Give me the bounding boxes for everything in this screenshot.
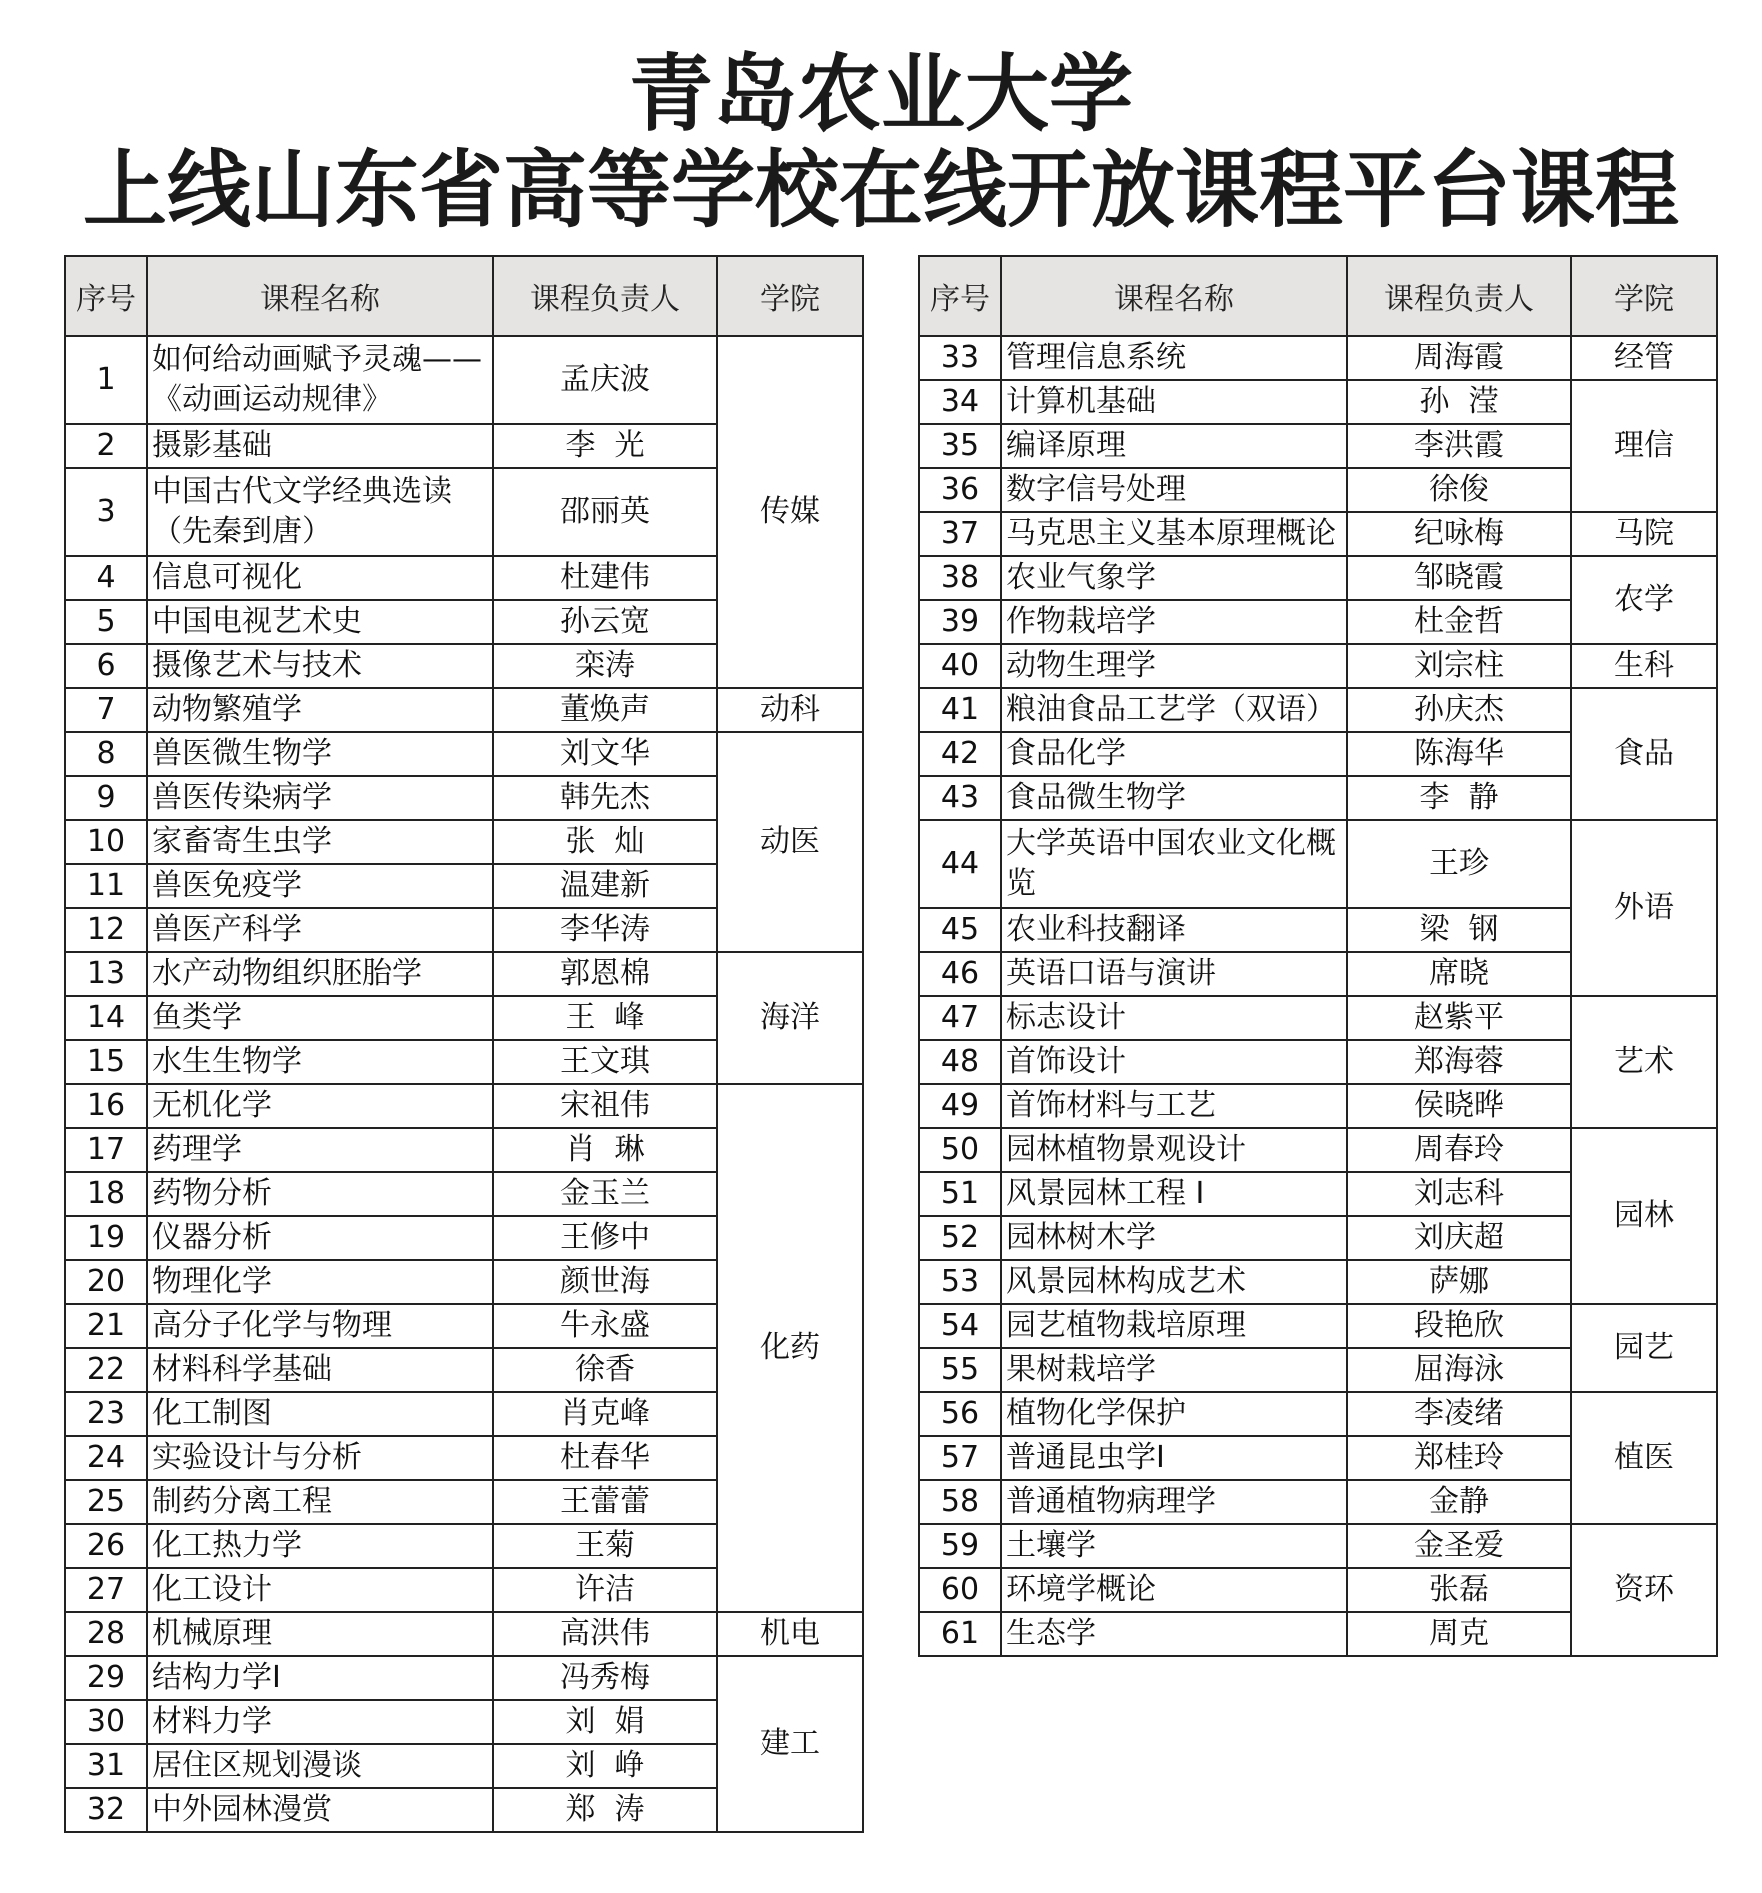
table-row: [919, 512, 1717, 556]
cell-leader: 杜春华: [493, 1436, 717, 1480]
cell-course-name: 首饰设计: [1001, 1040, 1347, 1084]
cell-leader: 郭恩棉: [493, 952, 717, 996]
cell-course-name: 大学英语中国农业文化概览: [1001, 820, 1347, 908]
cell-leader: 栾涛: [493, 644, 717, 688]
cell-seq: 24: [65, 1436, 147, 1480]
cell-seq: 41: [919, 688, 1001, 732]
table-row: [919, 688, 1717, 732]
cell-seq: 5: [65, 600, 147, 644]
cell-course-name: 马克思主义基本原理概论: [1001, 512, 1347, 556]
cell-seq: 34: [919, 380, 1001, 424]
cell-seq: 61: [919, 1612, 1001, 1656]
cell-seq: 42: [919, 732, 1001, 776]
table-row: [919, 1524, 1717, 1568]
cell-leader: 颜世海: [493, 1260, 717, 1304]
cell-seq: 8: [65, 732, 147, 776]
cell-seq: 30: [65, 1700, 147, 1744]
cell-course-name: 农业气象学: [1001, 556, 1347, 600]
cell-course-name: 动物生理学: [1001, 644, 1347, 688]
cell-course-name: 药物分析: [147, 1172, 493, 1216]
cell-leader: 刘 娟: [493, 1700, 717, 1744]
table-row: [65, 336, 863, 424]
cell-seq: 32: [65, 1788, 147, 1832]
cell-college: 食品: [1571, 688, 1717, 820]
cell-leader: 郑海蓉: [1347, 1040, 1571, 1084]
cell-leader: 韩先杰: [493, 776, 717, 820]
cell-college: 传媒: [717, 336, 863, 688]
cell-course-name: 风景园林工程 I: [1001, 1172, 1347, 1216]
cell-course-name: 中国古代文学经典选读（先秦到唐）: [147, 468, 493, 556]
cell-course-name: 首饰材料与工艺: [1001, 1084, 1347, 1128]
cell-college: 化药: [717, 1084, 863, 1612]
cell-course-name: 兽医产科学: [147, 908, 493, 952]
cell-leader: 陈海华: [1347, 732, 1571, 776]
table-row: [919, 996, 1717, 1040]
cell-leader: 宋祖伟: [493, 1084, 717, 1128]
table-row: [65, 952, 863, 996]
cell-course-name: 作物栽培学: [1001, 600, 1347, 644]
cell-seq: 57: [919, 1436, 1001, 1480]
cell-college: 艺术: [1571, 996, 1717, 1128]
cell-course-name: 兽医微生物学: [147, 732, 493, 776]
cell-seq: 2: [65, 424, 147, 468]
table-row: [919, 1392, 1717, 1436]
cell-course-name: 材料科学基础: [147, 1348, 493, 1392]
cell-course-name: 实验设计与分析: [147, 1436, 493, 1480]
cell-leader: 刘志科: [1347, 1172, 1571, 1216]
cell-leader: 金圣爱: [1347, 1524, 1571, 1568]
cell-course-name: 动物繁殖学: [147, 688, 493, 732]
header-seq: 序号: [919, 256, 1001, 336]
cell-course-name: 中国电视艺术史: [147, 600, 493, 644]
cell-seq: 58: [919, 1480, 1001, 1524]
cell-leader: 张磊: [1347, 1568, 1571, 1612]
cell-leader: 段艳欣: [1347, 1304, 1571, 1348]
cell-leader: 王修中: [493, 1216, 717, 1260]
cell-seq: 18: [65, 1172, 147, 1216]
cell-college: 马院: [1571, 512, 1717, 556]
cell-course-name: 计算机基础: [1001, 380, 1347, 424]
cell-course-name: 摄影基础: [147, 424, 493, 468]
table-header-row: [919, 256, 1717, 336]
course-table-left: [64, 255, 864, 1833]
cell-seq: 51: [919, 1172, 1001, 1216]
cell-leader: 周春玲: [1347, 1128, 1571, 1172]
page-subtitle: 上线山东省高等学校在线开放课程平台课程: [82, 140, 1679, 239]
cell-seq: 40: [919, 644, 1001, 688]
cell-course-name: 园林植物景观设计: [1001, 1128, 1347, 1172]
cell-leader: 牛永盛: [493, 1304, 717, 1348]
cell-leader: 李 光: [493, 424, 717, 468]
cell-seq: 19: [65, 1216, 147, 1260]
cell-leader: 邵丽英: [493, 468, 717, 556]
cell-college: 农学: [1571, 556, 1717, 644]
cell-course-name: 数字信号处理: [1001, 468, 1347, 512]
cell-course-name: 环境学概论: [1001, 1568, 1347, 1612]
cell-course-name: 化工制图: [147, 1392, 493, 1436]
cell-leader: 金静: [1347, 1480, 1571, 1524]
cell-leader: 徐香: [493, 1348, 717, 1392]
cell-college: 动医: [717, 732, 863, 952]
cell-seq: 29: [65, 1656, 147, 1700]
cell-seq: 43: [919, 776, 1001, 820]
cell-course-name: 编译原理: [1001, 424, 1347, 468]
cell-course-name: 化工热力学: [147, 1524, 493, 1568]
cell-seq: 37: [919, 512, 1001, 556]
cell-seq: 10: [65, 820, 147, 864]
cell-leader: 郑桂玲: [1347, 1436, 1571, 1480]
cell-seq: 33: [919, 336, 1001, 380]
cell-leader: 李华涛: [493, 908, 717, 952]
cell-seq: 25: [65, 1480, 147, 1524]
cell-course-name: 信息可视化: [147, 556, 493, 600]
cell-seq: 27: [65, 1568, 147, 1612]
cell-leader: 孙庆杰: [1347, 688, 1571, 732]
cell-leader: 徐俊: [1347, 468, 1571, 512]
cell-course-name: 英语口语与演讲: [1001, 952, 1347, 996]
cell-leader: 王珍: [1347, 820, 1571, 908]
cell-leader: 刘宗柱: [1347, 644, 1571, 688]
cell-course-name: 高分子化学与物理: [147, 1304, 493, 1348]
cell-seq: 44: [919, 820, 1001, 908]
cell-course-name: 鱼类学: [147, 996, 493, 1040]
cell-seq: 15: [65, 1040, 147, 1084]
header-leader: 课程负责人: [1347, 256, 1571, 336]
cell-college: 生科: [1571, 644, 1717, 688]
table-row: [919, 380, 1717, 424]
table-body-right: [919, 336, 1717, 1656]
cell-seq: 12: [65, 908, 147, 952]
cell-college: 园艺: [1571, 1304, 1717, 1392]
cell-seq: 56: [919, 1392, 1001, 1436]
cell-course-name: 家畜寄生虫学: [147, 820, 493, 864]
cell-course-name: 果树栽培学: [1001, 1348, 1347, 1392]
cell-leader: 周克: [1347, 1612, 1571, 1656]
header-leader: 课程负责人: [493, 256, 717, 336]
cell-course-name: 机械原理: [147, 1612, 493, 1656]
cell-course-name: 水产动物组织胚胎学: [147, 952, 493, 996]
cell-seq: 45: [919, 908, 1001, 952]
header-course: 课程名称: [147, 256, 493, 336]
cell-leader: 李凌绪: [1347, 1392, 1571, 1436]
cell-leader: 肖 琳: [493, 1128, 717, 1172]
cell-seq: 21: [65, 1304, 147, 1348]
cell-course-name: 兽医免疫学: [147, 864, 493, 908]
cell-leader: 李 静: [1347, 776, 1571, 820]
cell-leader: 杜金哲: [1347, 600, 1571, 644]
cell-seq: 54: [919, 1304, 1001, 1348]
cell-seq: 4: [65, 556, 147, 600]
cell-leader: 李洪霞: [1347, 424, 1571, 468]
cell-course-name: 风景园林构成艺术: [1001, 1260, 1347, 1304]
header-college: 学院: [717, 256, 863, 336]
cell-course-name: 食品微生物学: [1001, 776, 1347, 820]
cell-seq: 6: [65, 644, 147, 688]
cell-seq: 11: [65, 864, 147, 908]
cell-leader: 孙云宽: [493, 600, 717, 644]
cell-course-name: 物理化学: [147, 1260, 493, 1304]
cell-course-name: 园艺植物栽培原理: [1001, 1304, 1347, 1348]
cell-course-name: 制药分离工程: [147, 1480, 493, 1524]
cell-seq: 50: [919, 1128, 1001, 1172]
cell-leader: 董焕声: [493, 688, 717, 732]
cell-seq: 26: [65, 1524, 147, 1568]
header-college: 学院: [1571, 256, 1717, 336]
table-row: [919, 556, 1717, 600]
cell-course-name: 管理信息系统: [1001, 336, 1347, 380]
cell-leader: 王蕾蕾: [493, 1480, 717, 1524]
cell-seq: 60: [919, 1568, 1001, 1612]
cell-course-name: 土壤学: [1001, 1524, 1347, 1568]
cell-college: 外语: [1571, 820, 1717, 996]
cell-leader: 纪咏梅: [1347, 512, 1571, 556]
cell-college: 理信: [1571, 380, 1717, 512]
cell-leader: 温建新: [493, 864, 717, 908]
cell-leader: 许洁: [493, 1568, 717, 1612]
cell-course-name: 普通昆虫学I: [1001, 1436, 1347, 1480]
cell-seq: 16: [65, 1084, 147, 1128]
cell-leader: 王 峰: [493, 996, 717, 1040]
cell-course-name: 生态学: [1001, 1612, 1347, 1656]
cell-seq: 39: [919, 600, 1001, 644]
cell-seq: 22: [65, 1348, 147, 1392]
cell-college: 建工: [717, 1656, 863, 1832]
table-row: [65, 688, 863, 732]
table-row: [65, 1656, 863, 1700]
cell-seq: 38: [919, 556, 1001, 600]
table-row: [65, 732, 863, 776]
header-seq: 序号: [65, 256, 147, 336]
cell-seq: 31: [65, 1744, 147, 1788]
cell-leader: 孟庆波: [493, 336, 717, 424]
cell-leader: 郑 涛: [493, 1788, 717, 1832]
cell-seq: 28: [65, 1612, 147, 1656]
table-body-left: [65, 336, 863, 1832]
cell-leader: 金玉兰: [493, 1172, 717, 1216]
cell-college: 海洋: [717, 952, 863, 1084]
cell-seq: 1: [65, 336, 147, 424]
course-table-right: [918, 255, 1718, 1657]
cell-course-name: 普通植物病理学: [1001, 1480, 1347, 1524]
cell-leader: 杜建伟: [493, 556, 717, 600]
cell-leader: 邹晓霞: [1347, 556, 1571, 600]
table-row: [919, 1128, 1717, 1172]
cell-course-name: 兽医传染病学: [147, 776, 493, 820]
cell-course-name: 材料力学: [147, 1700, 493, 1744]
cell-seq: 35: [919, 424, 1001, 468]
cell-college: 植医: [1571, 1392, 1717, 1524]
cell-leader: 刘文华: [493, 732, 717, 776]
cell-leader: 侯晓晔: [1347, 1084, 1571, 1128]
cell-leader: 肖克峰: [493, 1392, 717, 1436]
cell-college: 机电: [717, 1612, 863, 1656]
cell-course-name: 植物化学保护: [1001, 1392, 1347, 1436]
cell-course-name: 如何给动画赋予灵魂——《动画运动规律》: [147, 336, 493, 424]
cell-course-name: 中外园林漫赏: [147, 1788, 493, 1832]
cell-leader: 孙 滢: [1347, 380, 1571, 424]
cell-seq: 14: [65, 996, 147, 1040]
header-course: 课程名称: [1001, 256, 1347, 336]
cell-leader: 萨娜: [1347, 1260, 1571, 1304]
table-row: [919, 336, 1717, 380]
cell-seq: 52: [919, 1216, 1001, 1260]
table-header-row: [65, 256, 863, 336]
cell-leader: 屈海泳: [1347, 1348, 1571, 1392]
table-row: [919, 820, 1717, 908]
cell-leader: 刘庆超: [1347, 1216, 1571, 1260]
table-row: [65, 1612, 863, 1656]
cell-college: 动科: [717, 688, 863, 732]
cell-leader: 冯秀梅: [493, 1656, 717, 1700]
page-title: 青岛农业大学: [628, 44, 1133, 143]
cell-course-name: 居住区规划漫谈: [147, 1744, 493, 1788]
cell-course-name: 仪器分析: [147, 1216, 493, 1260]
cell-seq: 3: [65, 468, 147, 556]
cell-course-name: 化工设计: [147, 1568, 493, 1612]
cell-course-name: 园林树木学: [1001, 1216, 1347, 1260]
cell-seq: 36: [919, 468, 1001, 512]
cell-leader: 王菊: [493, 1524, 717, 1568]
table-row: [919, 1304, 1717, 1348]
cell-leader: 王文琪: [493, 1040, 717, 1084]
cell-leader: 梁 钢: [1347, 908, 1571, 952]
table-row: [65, 1084, 863, 1128]
table-row: [919, 644, 1717, 688]
cell-course-name: 粮油食品工艺学（双语）: [1001, 688, 1347, 732]
cell-seq: 53: [919, 1260, 1001, 1304]
cell-course-name: 食品化学: [1001, 732, 1347, 776]
cell-seq: 59: [919, 1524, 1001, 1568]
cell-seq: 17: [65, 1128, 147, 1172]
cell-seq: 49: [919, 1084, 1001, 1128]
cell-course-name: 水生生物学: [147, 1040, 493, 1084]
cell-course-name: 农业科技翻译: [1001, 908, 1347, 952]
cell-seq: 55: [919, 1348, 1001, 1392]
cell-course-name: 结构力学I: [147, 1656, 493, 1700]
cell-college: 资环: [1571, 1524, 1717, 1656]
cell-course-name: 药理学: [147, 1128, 493, 1172]
cell-course-name: 标志设计: [1001, 996, 1347, 1040]
cell-college: 经管: [1571, 336, 1717, 380]
cell-leader: 周海霞: [1347, 336, 1571, 380]
cell-leader: 高洪伟: [493, 1612, 717, 1656]
cell-seq: 23: [65, 1392, 147, 1436]
cell-leader: 刘 峥: [493, 1744, 717, 1788]
cell-course-name: 无机化学: [147, 1084, 493, 1128]
cell-seq: 9: [65, 776, 147, 820]
cell-seq: 13: [65, 952, 147, 996]
cell-leader: 赵紫平: [1347, 996, 1571, 1040]
cell-seq: 47: [919, 996, 1001, 1040]
cell-seq: 46: [919, 952, 1001, 996]
cell-leader: 张 灿: [493, 820, 717, 864]
cell-seq: 20: [65, 1260, 147, 1304]
cell-seq: 7: [65, 688, 147, 732]
cell-seq: 48: [919, 1040, 1001, 1084]
cell-leader: 席晓: [1347, 952, 1571, 996]
cell-course-name: 摄像艺术与技术: [147, 644, 493, 688]
cell-college: 园林: [1571, 1128, 1717, 1304]
